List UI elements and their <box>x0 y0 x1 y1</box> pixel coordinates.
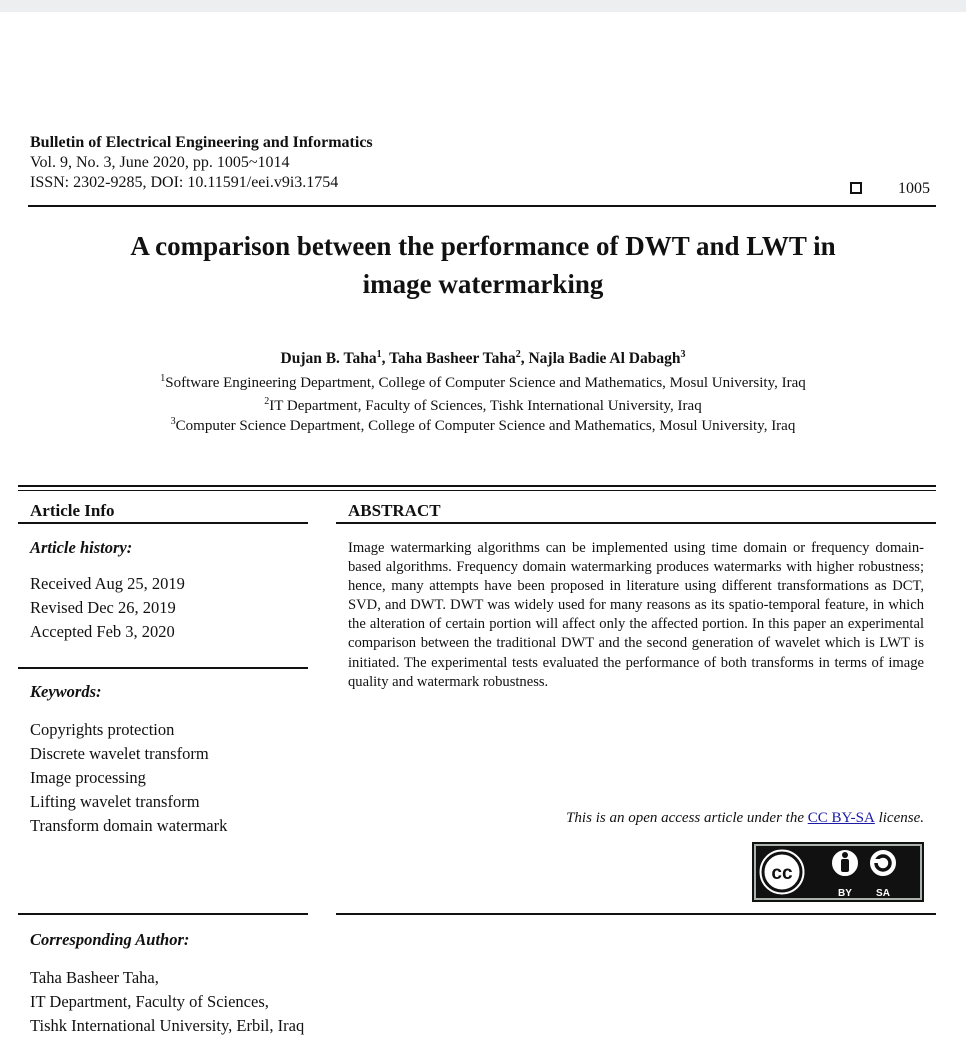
article-info-heading: Article Info <box>30 501 115 520</box>
badge-strip <box>812 886 920 898</box>
affiliation-sup: 1 <box>160 373 166 384</box>
by-label: BY <box>838 888 852 899</box>
affiliation <box>0 416 966 436</box>
issn-line: ISSN: 2302-9285, DOI: 10.11591/eei.v9i3.1754 <box>30 174 339 191</box>
affiliation-sup: 2 <box>264 396 270 407</box>
journal-header <box>30 133 373 193</box>
abstract-underline <box>336 522 936 524</box>
sa-arrow-gap <box>874 859 880 863</box>
author-affil-sup: 2 <box>515 348 521 360</box>
sa-share-alike-icon <box>869 849 897 877</box>
abstract-bottom-divider <box>336 913 936 915</box>
by-person-body <box>841 859 849 872</box>
corresponding-author-heading: Corresponding Author: <box>30 930 190 949</box>
received-date: Received Aug 25, 2019 <box>30 574 185 593</box>
abstract-text: Image watermarking algorithms can be implemented using time domain or frequency domain-based algorithms. Frequency domain watermarking produces watermarks with higher robustness; hence, many attempts have been proposed in literature using different transformations as DCT, SVD, and DWT. DWT was widely used for many reasons as its spatio-temporal feature, in which the alteration of certain portion will affect only the affected portion. In this paper an experimental comparison between the traditional DWT and the second generation of wavelet which is LWT is initiated. The experimental tests evaluated the performance of both transforms in terms of image quality and watermark robustness. <box>348 540 924 690</box>
page-number: 1005 <box>898 180 930 197</box>
affiliation <box>0 373 966 393</box>
corresponding-author-name: Taha Basheer Taha, <box>30 968 159 987</box>
paper-title <box>30 227 936 303</box>
affiliation-text: IT Department, Faculty of Sciences, Tishk International University, Iraq <box>269 398 702 414</box>
screen-top-bar <box>0 0 966 12</box>
author-affil-sup: 3 <box>680 348 686 360</box>
license-prefix: This is an open access article under the <box>566 810 808 826</box>
cc-letters: cc <box>771 863 793 884</box>
title-line-1: A comparison between the performance of DWT and LWT in <box>130 231 836 261</box>
abstract-heading: ABSTRACT <box>348 501 441 520</box>
author-separator: , <box>381 350 390 367</box>
author-list <box>0 350 966 368</box>
corresponding-author-institution: Tishk International University, Erbil, Iraq <box>30 1016 305 1035</box>
author-affil-sup: 1 <box>376 348 382 360</box>
history-divider <box>18 667 308 669</box>
keyword-item: Lifting wavelet transform <box>30 792 200 811</box>
affiliation-text: Software Engineering Department, College of Computer Science and Mathematics, Mosul University, Iraq <box>165 375 806 391</box>
license-suffix: license. <box>874 810 924 826</box>
keywords-list <box>30 718 227 838</box>
keyword-item: Image processing <box>30 768 146 787</box>
article-info-underline <box>18 522 308 524</box>
keyword-item: Copyrights protection <box>30 720 175 739</box>
article-history-heading: Article history: <box>30 538 133 557</box>
by-person-head <box>842 852 848 858</box>
author-name: Dujan B. Taha <box>280 350 377 367</box>
article-history-list <box>30 572 185 644</box>
author-separator: , <box>520 350 529 367</box>
affiliation-sup: 3 <box>170 416 176 427</box>
header-divider <box>28 205 936 207</box>
journal-name: Bulletin of Electrical Engineering and Informatics <box>30 134 373 151</box>
keywords-heading: Keywords: <box>30 682 102 701</box>
section-divider-bottom <box>18 490 936 491</box>
accepted-date: Accepted Feb 3, 2020 <box>30 622 175 641</box>
keyword-item: Transform domain watermark <box>30 816 228 835</box>
affiliation <box>0 396 966 416</box>
corresponding-author-details <box>30 966 304 1038</box>
author-name: Najla Badie Al Dabagh <box>528 350 681 367</box>
sa-label: SA <box>876 888 890 899</box>
license-statement <box>400 810 924 827</box>
section-divider-top <box>18 485 936 487</box>
cc-by-sa-link[interactable]: CC BY-SA <box>807 810 875 826</box>
author-name: Taha Basheer Taha <box>389 350 516 367</box>
affiliation-text: Computer Science Department, College of Computer Science and Mathematics, Mosul University, Iraq <box>175 418 796 434</box>
keywords-divider <box>18 913 308 915</box>
revised-date: Revised Dec 26, 2019 <box>30 598 176 617</box>
title-line-2: image watermarking <box>362 269 604 299</box>
cc-by-sa-badge-icon[interactable] <box>752 842 924 902</box>
keyword-item: Discrete wavelet transform <box>30 744 209 763</box>
corresponding-author-dept: IT Department, Faculty of Sciences, <box>30 992 269 1011</box>
volume-line: Vol. 9, No. 3, June 2020, pp. 1005~1014 <box>30 154 290 171</box>
checkbox-square-icon <box>850 182 862 194</box>
